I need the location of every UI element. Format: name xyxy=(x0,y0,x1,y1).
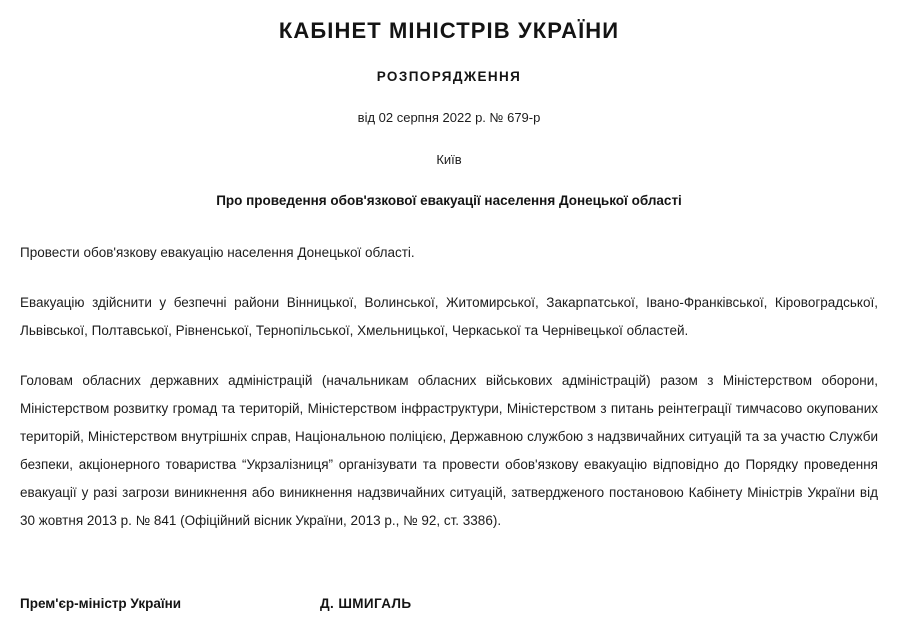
signature-role: Прем'єр-міністр України xyxy=(20,596,182,611)
paragraph: Провести обов'язкову евакуацію населення Донецької області. xyxy=(20,245,415,260)
paragraph: Евакуацію здійснити у безпечні райони Вінницької, Волинської, Житомирської, Закарпатської, Івано-Франківської, Кіровоградської, Львівської, Полтавської, Рівненської, Тернопільської, Хмельницької, Черкаської та Чернівецької областей. xyxy=(20,295,878,338)
signature-block xyxy=(20,596,878,611)
signature-name: Д. ШМИГАЛЬ xyxy=(320,596,412,611)
document-type-subtitle: РОЗПОРЯДЖЕННЯ xyxy=(376,69,522,84)
document-heading: Про проведення обов'язкової евакуації населення Донецької області xyxy=(216,193,682,208)
document-date-number: від 02 серпня 2022 р. № 679-р xyxy=(357,110,541,125)
document-body xyxy=(20,239,878,535)
document-title: КАБІНЕТ МІНІСТРІВ УКРАЇНИ xyxy=(278,18,620,43)
paragraph: Головам обласних державних адміністрацій (начальникам обласних військових адміністрацій) разом з Міністерством оборони, Міністерством розвитку громад та територій, Міністерством інфраструктури, Міністерством з питань реінтеграції тимчасово окупованих територій, Міністерством внутрішніх справ, Національною поліцією, Державною службою з надзвичайних ситуацій та за участю Служби безпеки, акціонерного товариства “Укрзалізниця” організувати та провести обов'язкову евакуацію відповідно до Порядку проведення евакуації у разі загрози виникнення або виникнення надзвичайних ситуацій, затвердженого постановою Кабінету Міністрів України від 30 жовтня 2013 р. № 841 (Офіційний вісник України, 2013 р., № 92, ст. 3386). xyxy=(20,373,878,528)
document-city: Київ xyxy=(436,152,462,167)
document-page xyxy=(0,18,898,629)
